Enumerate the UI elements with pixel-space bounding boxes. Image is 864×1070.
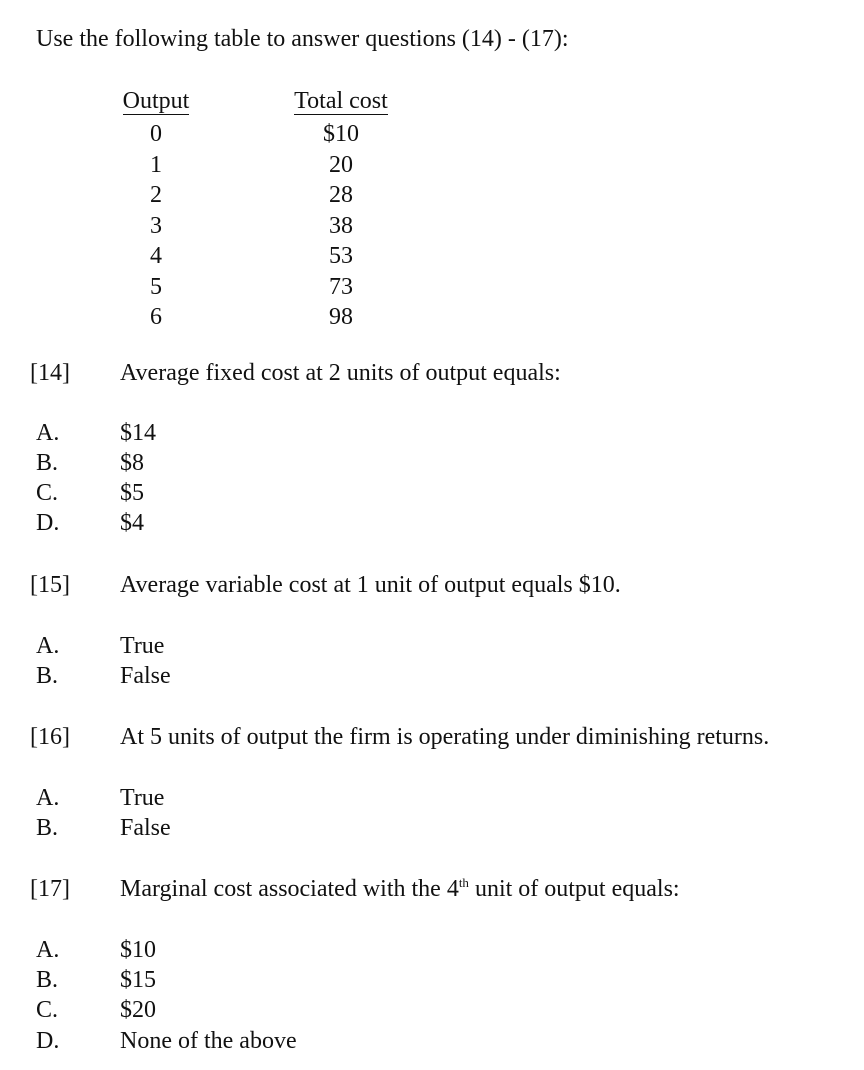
option-text: $20 (120, 997, 156, 1023)
column-header-total-cost: Total cost (294, 88, 388, 114)
table-cell: 2 (150, 182, 162, 208)
option-text: $5 (120, 480, 144, 506)
option-letter: D. (36, 510, 60, 536)
table-cell: 98 (329, 304, 353, 330)
option-text: $14 (120, 420, 156, 446)
option-letter: A. (36, 633, 60, 659)
option-letter: C. (36, 997, 59, 1023)
option-text: False (120, 815, 171, 841)
option-letter: A. (36, 785, 60, 811)
table-cell: 6 (150, 304, 162, 330)
table-cell: 3 (150, 212, 162, 239)
question-text: At 5 units of output the firm is operating under diminishing returns. (120, 724, 770, 750)
option-letter: B. (36, 815, 59, 841)
option-letter: C. (36, 480, 59, 506)
question-text-part: unit of output equals: (468, 876, 680, 902)
option-letter: A. (36, 420, 60, 446)
table-cell: $10 (323, 121, 359, 147)
column-header-output: Output (122, 88, 190, 114)
option-letter: B. (36, 663, 59, 689)
table-column-total-cost (288, 86, 394, 333)
option-letter: B. (36, 450, 59, 476)
question-number: [15] (30, 572, 70, 598)
instructions: Use the following table to answer questions (14) - (17): (36, 26, 569, 52)
table-column-output (118, 86, 194, 333)
option-letter: D. (36, 1028, 60, 1054)
option-text: $10 (120, 937, 156, 963)
option-text: $4 (120, 510, 144, 536)
table-cell: 5 (150, 273, 162, 300)
option-text: False (120, 663, 171, 689)
table-cell: 38 (329, 212, 353, 239)
option-text: True (120, 785, 165, 811)
table-cell: 28 (329, 182, 353, 208)
table-cell: 1 (150, 151, 162, 178)
option-letter: B. (36, 967, 59, 993)
table-cell: 0 (150, 121, 162, 147)
table-cell: 53 (329, 243, 353, 269)
ordinal-suffix: th (458, 875, 469, 890)
option-text: True (120, 633, 165, 659)
question-text-part: Marginal cost associated with the 4 (120, 876, 459, 902)
question-text: Average fixed cost at 2 units of output equals: (120, 360, 561, 386)
table-cell: 4 (150, 243, 162, 269)
table-cell: 20 (329, 151, 353, 178)
question-number: [16] (30, 724, 70, 750)
option-text: $15 (120, 967, 156, 993)
option-letter: A. (36, 937, 60, 963)
table-cell: 73 (329, 273, 353, 300)
option-text: $8 (120, 450, 144, 476)
question-text (120, 874, 680, 904)
question-text: Average variable cost at 1 unit of output equals $10. (120, 572, 621, 598)
question-number: [14] (30, 360, 70, 386)
option-text: None of the above (120, 1028, 297, 1054)
question-number: [17] (30, 876, 70, 902)
